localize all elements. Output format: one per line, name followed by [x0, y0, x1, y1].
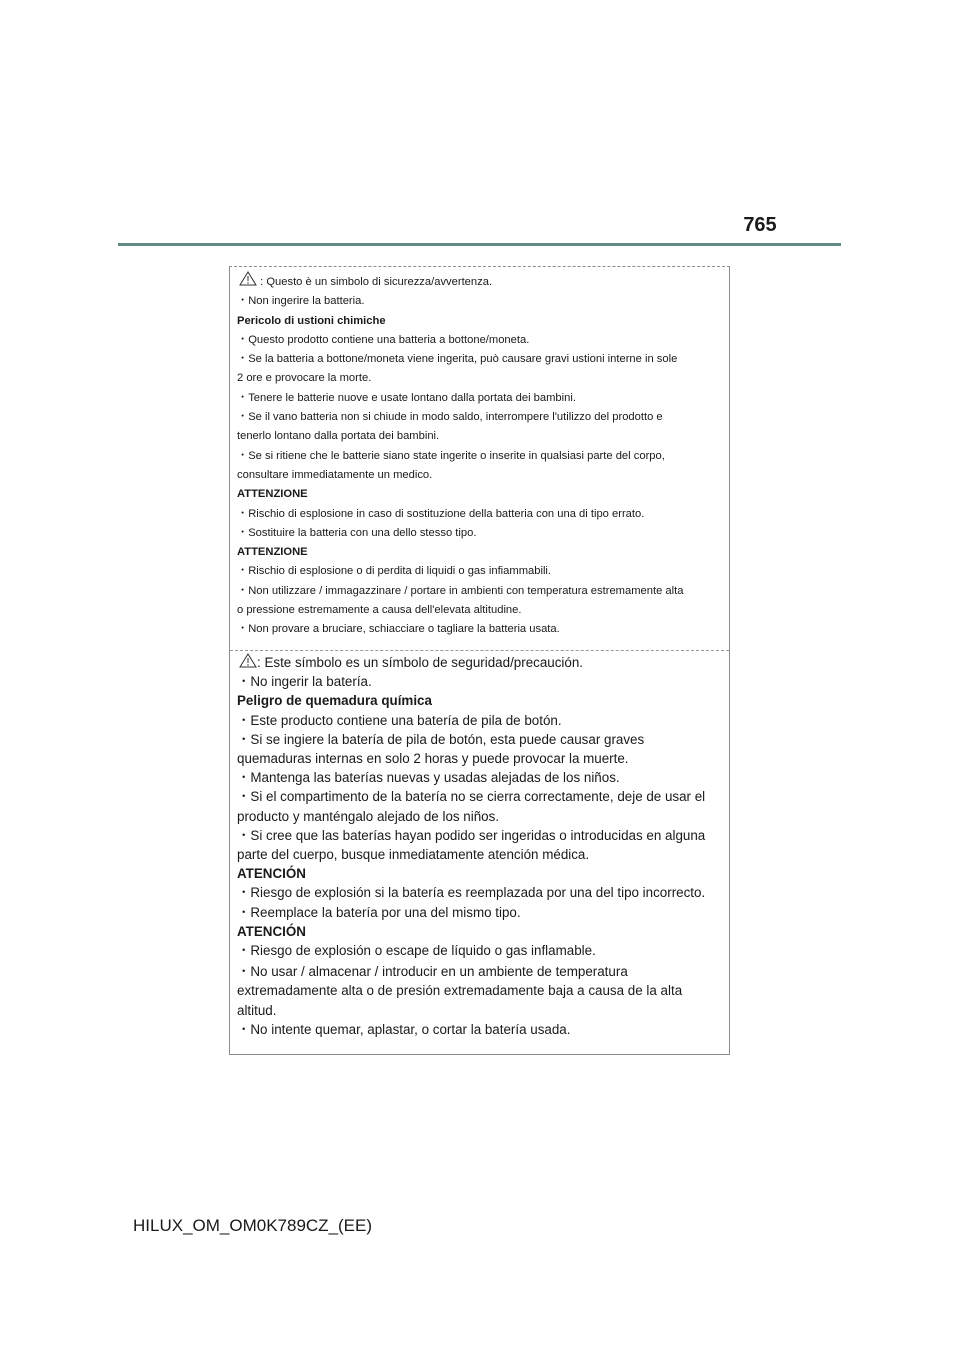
notice-it-line-6: ・Tenere le batterie nuove e usate lontano dalla portata dei bambini. — [237, 391, 576, 404]
notice-es-line-18: altitud. — [237, 1002, 277, 1018]
notice-section-spanish — [237, 653, 723, 1039]
notice-it-line-12: ・Rischio di esplosione in caso di sostituzione della batteria con una di tipo errato. — [237, 507, 645, 520]
notice-es-heading-burn: Peligro de quemadura química — [237, 693, 432, 709]
footer-document-code: HILUX_OM_OM0K789CZ_(EE) — [133, 1216, 373, 1235]
notice-it-line-8: tenerlo lontano dalla portata dei bambini. — [237, 430, 440, 443]
notice-section-italian — [237, 271, 723, 640]
notice-it-heading-attenzione-1: ATTENZIONE — [237, 488, 308, 501]
notice-it-line-9: ・Se si ritiene che le batterie siano state ingerite o inserite in qualsiasi parte del corpo, — [237, 449, 665, 462]
notice-it-line-3: ・Questo prodotto contiene una batteria a bottone/moneta. — [237, 333, 530, 346]
notice-it-heading-attenzione-2: ATTENZIONE — [237, 546, 308, 559]
notice-es-line-16: ・No usar / almacenar / introducir en un ambiente de temperatura — [237, 964, 628, 980]
notice-it-heading-burn: Pericolo di ustioni chimiche — [237, 314, 386, 327]
notice-es-line-15: ・Riesgo de explosión o escape de líquido o gas inflamable. — [237, 943, 596, 959]
notice-it-line-10: consultare immediatamente un medico. — [237, 468, 433, 481]
notice-es-line-13: ・Reemplace la batería por una del mismo tipo. — [237, 904, 521, 920]
notice-it-line-5: 2 ore e provocare la morte. — [237, 372, 372, 385]
notice-it-line-15: ・Rischio di esplosione o di perdita di liquidi o gas infiammabili. — [237, 565, 552, 578]
notice-es-heading-atencion-2: ATENCIÓN — [237, 923, 306, 939]
notice-es-line-1: ・No ingerir la batería. — [237, 674, 372, 690]
header-rule — [118, 243, 841, 246]
notice-es-line-5: quemaduras internas en solo 2 horas y puede provocar la muerte. — [237, 751, 629, 767]
notice-it-line-4: ・Se la batteria a bottone/moneta viene ingerita, può causare gravi ustioni interne in sole — [237, 353, 678, 366]
warning-triangle-icon — [239, 271, 257, 286]
notice-es-line-0: : Este símbolo es un símbolo de seguridad/precaución. — [237, 653, 723, 672]
notice-es-line-8: producto y manténgalo alejado de los niños. — [237, 808, 500, 824]
notice-it-line-16: ・Non utilizzare / immagazzinare / portare in ambienti con temperatura estremamente alta — [237, 584, 684, 597]
notice-it-line-7: ・Se il vano batteria non si chiude in modo saldo, interrompere l'utilizzo del prodotto e — [237, 411, 663, 424]
notice-it-line-13: ・Sostituire la batteria con una dello stesso tipo. — [237, 526, 477, 539]
notice-es-line-12: ・Riesgo de explosión si la batería es reemplazada por una del tipo incorrecto. — [237, 885, 706, 901]
page-number: 765 — [743, 214, 777, 236]
notice-it-line-17: o pressione estremamente a causa dell'elevata altitudine. — [237, 604, 522, 617]
notice-es-line-7: ・Si el compartimento de la batería no se cierra correctamente, deje de usar el — [237, 789, 706, 805]
notice-es-line-17: extremadamente alta o de presión extremadamente baja a causa de la alta — [237, 983, 683, 999]
notice-it-line-0: : Questo è un simbolo di sicurezza/avvertenza. — [237, 271, 723, 292]
section-divider — [230, 650, 729, 651]
notice-es-line-4: ・Si se ingiere la batería de pila de botón, esta puede causar graves — [237, 731, 645, 747]
notice-es-line-6: ・Mantenga las baterías nuevas y usadas alejadas de los niños. — [237, 770, 620, 786]
notice-es-heading-atencion-1: ATENCIÓN — [237, 866, 306, 882]
notice-es-line-9: ・Si cree que las baterías hayan podido ser ingeridas o introducidas en alguna — [237, 827, 706, 843]
warning-triangle-icon — [239, 653, 257, 668]
notice-es-line-10: parte del cuerpo, busque inmediatamente atención médica. — [237, 847, 590, 863]
notice-es-line-3: ・Este producto contiene una batería de pila de botón. — [237, 712, 562, 728]
notice-it-line-1: ・Non ingerire la batteria. — [237, 295, 365, 308]
battery-safety-notice — [229, 266, 730, 1055]
notice-it-line-18: ・Non provare a bruciare, schiacciare o tagliare la batteria usata. — [237, 623, 560, 636]
notice-es-line-19: ・No intente quemar, aplastar, o cortar la batería usada. — [237, 1021, 571, 1037]
